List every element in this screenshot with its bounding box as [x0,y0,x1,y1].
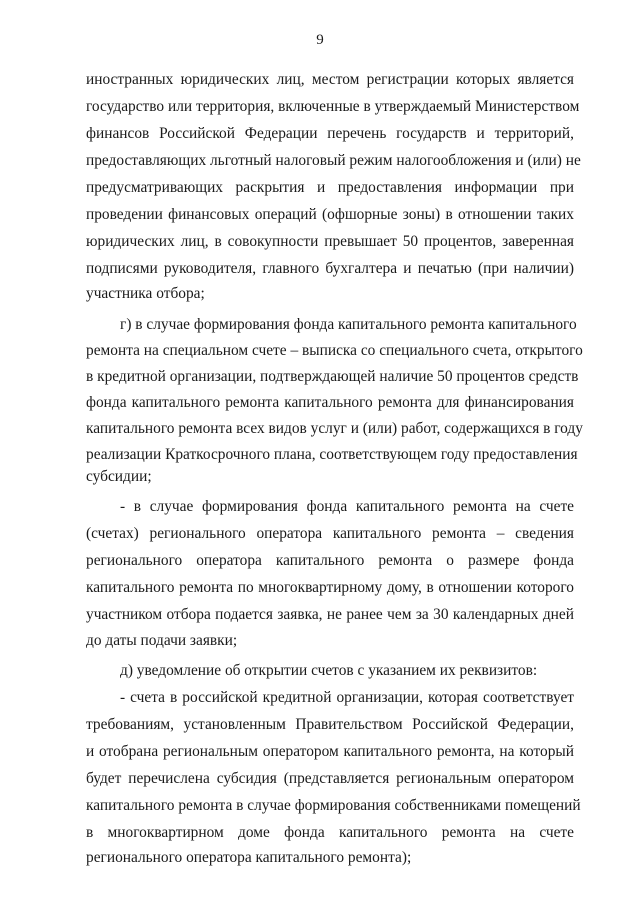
bullet-item-1: - в случае формирования фонда капитального ремонта на счете [120,498,574,515]
text-line: фонда капитального ремонта капитального ремонта для финансирования [86,394,574,411]
text-line: капитального ремонта всех видов услуг и (или) работ, содержащихся в году [86,420,583,437]
paragraph-d-start: д) уведомление об открытии счетов с указанием их реквизитов: [120,662,538,679]
text-line: предусматривающих раскрытия и предоставления информации при [86,179,574,196]
bullet-item-2: - счета в российской кредитной организации, которая соответствует [120,689,574,706]
text-line: в кредитной организации, подтверждающей наличие 50 процентов средств [86,368,579,385]
text-line: проведении финансовых операций (офшорные зоны) в отношении таких [86,206,574,223]
text-line: регионального оператора капитального ремонта); [86,849,412,866]
text-line: юридических лиц, в совокупности превышает 50 процентов, заверенная [86,233,574,250]
text-line: участника отбора; [86,285,205,302]
text-line: регионального оператора капитального ремонта о размере фонда [86,552,574,569]
text-line: капитального ремонта в случае формирования собственниками помещений [86,797,581,814]
text-line: будет перечислена субсидия (представляется региональным оператором [86,770,574,787]
text-line: финансов Российской Федерации перечень государств и территорий, [86,125,574,142]
text-line: требованиям, установленным Правительством Российской Федерации, [86,716,574,733]
text-line: государство или территория, включенные в утверждаемый Министерством [86,98,580,115]
text-line: и отобрана региональным оператором капитального ремонта, на который [86,743,574,760]
text-line: ремонта на специальном счете – выписка со специального счета, открытого [86,342,583,359]
paragraph-g-start: г) в случае формирования фонда капитального ремонта капитального [120,316,577,333]
text-line: подписями руководителя, главного бухгалтера и печатью (при наличии) [86,260,574,277]
text-line: иностранных юридических лиц, местом регистрации которых является [86,71,574,88]
text-line: предоставляющих льготный налоговый режим налогообложения и (или) не [86,152,581,169]
text-line: реализации Краткосрочного плана, соответствующем году предоставления [86,446,578,463]
text-line: капитального ремонта по многоквартирному дому, в отношении которого [86,579,574,596]
text-line: в многоквартирном доме фонда капитального ремонта на счете [86,824,574,841]
text-line: субсидии; [86,468,152,485]
text-line: (счетах) регионального оператора капитального ремонта – сведения [86,525,574,542]
text-line: до даты подачи заявки; [86,632,238,649]
text-line: участником отбора подается заявка, не ранее чем за 30 календарных дней [86,606,574,623]
page-number: 9 [316,32,324,48]
